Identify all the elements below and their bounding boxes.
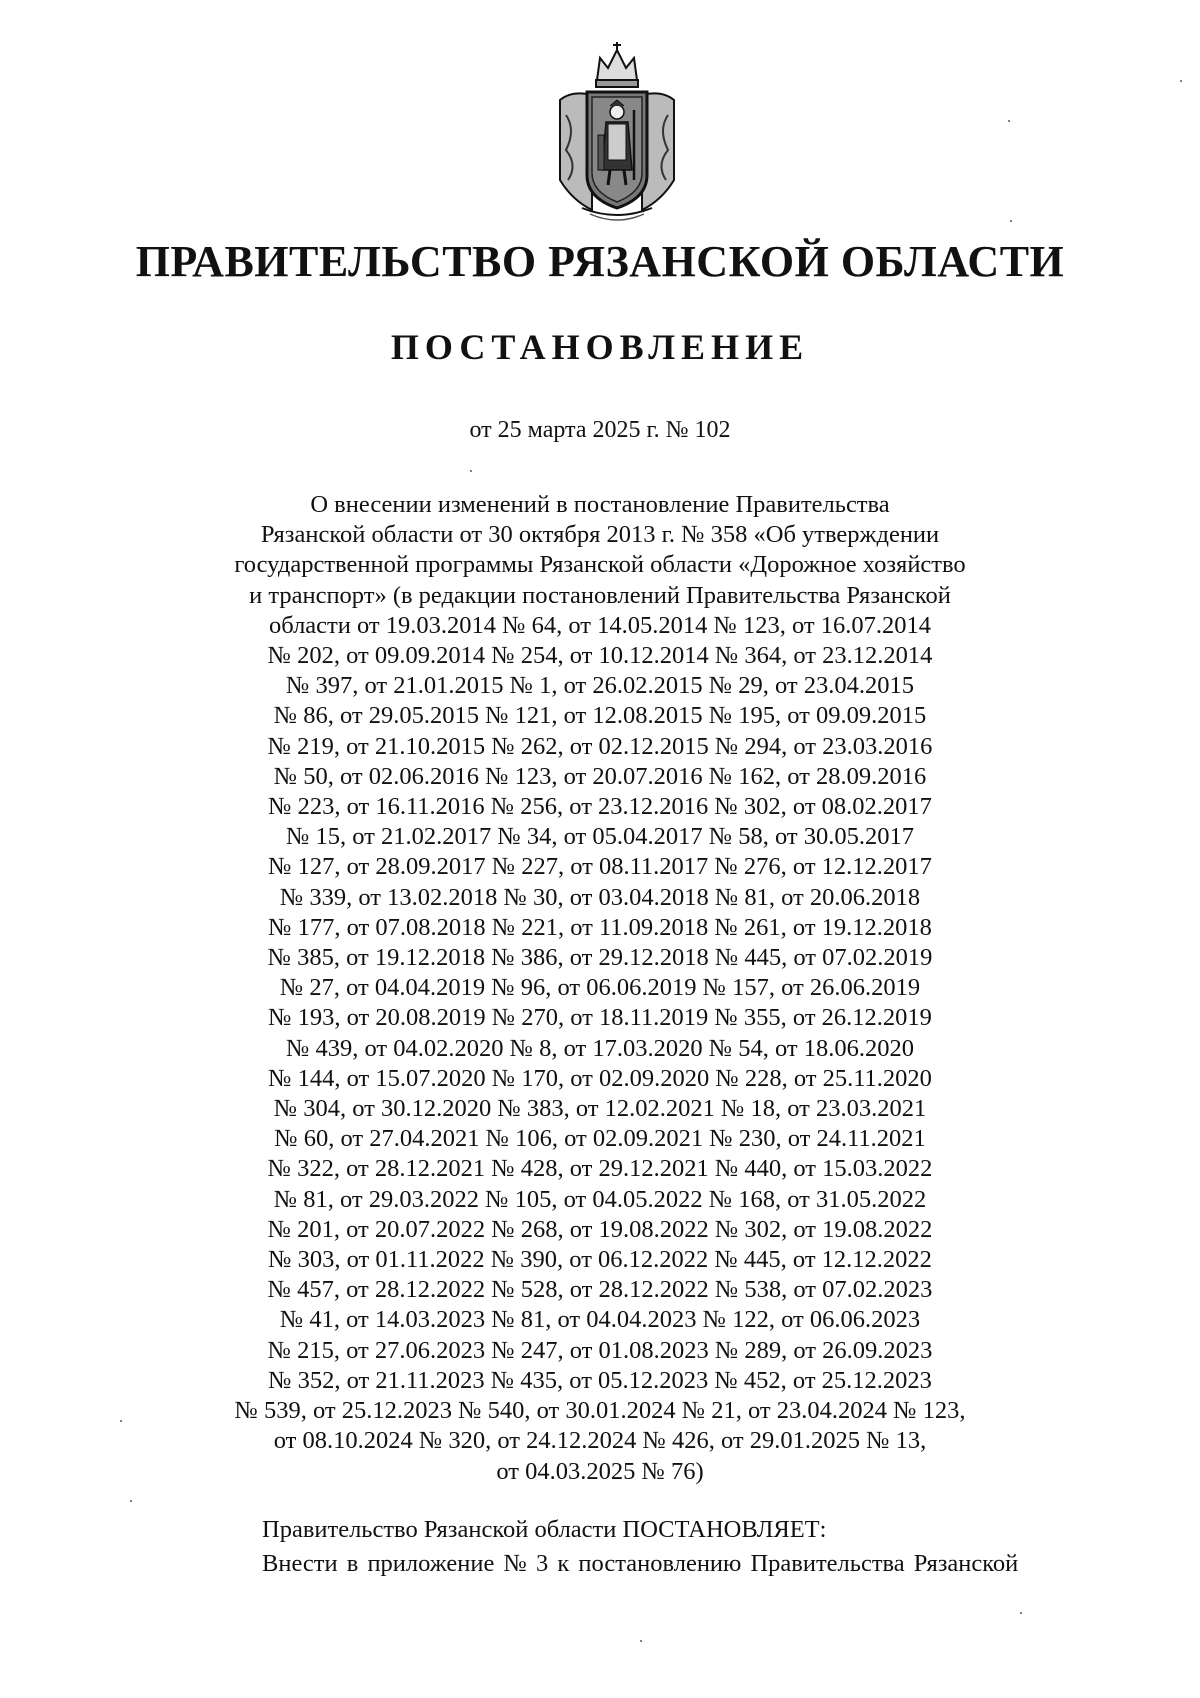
scan-speck — [130, 1500, 132, 1502]
title-line: № 202, от 09.09.2014 № 254, от 10.12.2014 № 364, от 23.12.2014 — [267, 642, 933, 670]
title-line: Рязанской области от 30 октября 2013 г. № 358 «Об утверждении — [260, 521, 940, 549]
title-line: № 15, от 21.02.2017 № 34, от 05.04.2017 № 58, от 30.05.2017 — [285, 823, 915, 851]
resolution-preamble: Правительство Рязанской области ПОСТАНОВЛЯЕТ: — [262, 1516, 827, 1543]
title-line: № 223, от 16.11.2016 № 256, от 23.12.2016 № 302, от 08.02.2017 — [268, 793, 932, 821]
title-line: № 27, от 04.04.2019 № 96, от 06.06.2019 № 157, от 26.06.2019 — [279, 974, 921, 1002]
title-line: № 193, от 20.08.2019 № 270, от 18.11.2019 № 355, от 26.12.2019 — [268, 1004, 932, 1032]
title-line: № 322, от 28.12.2021 № 428, от 29.12.2021 № 440, от 15.03.2022 — [267, 1155, 933, 1183]
title-line: № 539, от 25.12.2023 № 540, от 30.01.2024 № 21, от 23.04.2024 № 123, — [234, 1397, 966, 1425]
scan-speck — [120, 1420, 122, 1422]
scan-speck — [1010, 220, 1012, 222]
title-line: № 127, от 28.09.2017 № 227, от 08.11.2017 № 276, от 12.12.2017 — [268, 853, 932, 881]
scan-speck — [640, 1640, 642, 1642]
title-line: и транспорт» (в редакции постановлений Правительства Рязанской — [249, 581, 951, 609]
resolution-text-line: Внести в приложение № 3 к постановлению Правительства Рязанской — [262, 1550, 1019, 1577]
title-line: № 339, от 13.02.2018 № 30, от 03.04.2018 № 81, от 20.06.2018 — [279, 883, 921, 911]
title-line: № 50, от 02.06.2016 № 123, от 20.07.2016 № 162, от 28.09.2016 — [273, 762, 927, 790]
title-line: № 385, от 19.12.2018 № 386, от 29.12.2018 № 445, от 07.02.2019 — [267, 944, 933, 972]
title-line: № 81, от 29.03.2022 № 105, от 04.05.2022 № 168, от 31.05.2022 — [273, 1185, 927, 1213]
title-line: № 352, от 21.11.2023 № 435, от 05.12.2023 № 452, от 25.12.2023 — [268, 1366, 932, 1394]
scan-speck — [1008, 120, 1010, 122]
title-line: О внесении изменений в постановление Правительства — [310, 491, 890, 518]
coat-of-arms-icon — [552, 40, 682, 225]
title-line: № 86, от 29.05.2015 № 121, от 12.08.2015 № 195, от 09.09.2015 — [273, 702, 927, 730]
title-line: № 215, от 27.06.2023 № 247, от 01.08.2023 № 289, от 26.09.2023 — [267, 1336, 933, 1364]
title-line: государственной программы Рязанской области «Дорожное хозяйство — [234, 551, 966, 579]
title-line: № 439, от 04.02.2020 № 8, от 17.03.2020 № 54, от 18.06.2020 — [285, 1034, 915, 1062]
title-line: № 41, от 14.03.2023 № 81, от 04.04.2023 № 122, от 06.06.2023 — [279, 1306, 921, 1334]
title-line: № 177, от 07.08.2018 № 221, от 11.09.2018 № 261, от 19.12.2018 — [268, 913, 932, 941]
title-line: от 08.10.2024 № 320, от 24.12.2024 № 426, от 29.01.2025 № 13, — [273, 1427, 927, 1455]
title-line: № 457, от 28.12.2022 № 528, от 28.12.2022 № 538, от 07.02.2023 — [267, 1276, 933, 1304]
title-line: № 304, от 30.12.2020 № 383, от 12.02.2021 № 18, от 23.03.2021 — [273, 1095, 927, 1123]
title-line: № 303, от 01.11.2022 № 390, от 06.12.2022 № 445, от 12.12.2022 — [268, 1246, 932, 1274]
document-title — [170, 490, 1030, 1487]
organization-name: ПРАВИТЕЛЬСТВО РЯЗАНСКОЙ ОБЛАСТИ — [135, 237, 1065, 286]
title-line: № 60, от 27.04.2021 № 106, от 02.09.2021 № 230, от 24.11.2021 — [274, 1125, 926, 1153]
document-date-number: от 25 марта 2025 г. № 102 — [469, 417, 731, 443]
title-line: № 144, от 15.07.2020 № 170, от 02.09.2020 № 228, от 25.11.2020 — [268, 1064, 932, 1092]
scan-speck — [1180, 80, 1182, 82]
title-line: области от 19.03.2014 № 64, от 14.05.2014 № 123, от 16.07.2014 — [268, 611, 932, 639]
scan-speck — [1020, 1612, 1022, 1614]
title-line: № 219, от 21.10.2015 № 262, от 02.12.2015 № 294, от 23.03.2016 — [267, 732, 933, 760]
title-line: № 397, от 21.01.2015 № 1, от 26.02.2015 № 29, от 23.04.2015 — [285, 672, 915, 700]
title-line: № 201, от 20.07.2022 № 268, от 19.08.2022 № 302, от 19.08.2022 — [267, 1215, 933, 1243]
scan-speck — [470, 470, 472, 472]
title-line: от 04.03.2025 № 76) — [496, 1457, 704, 1485]
document-type: ПОСТАНОВЛЕНИЕ — [390, 327, 810, 367]
